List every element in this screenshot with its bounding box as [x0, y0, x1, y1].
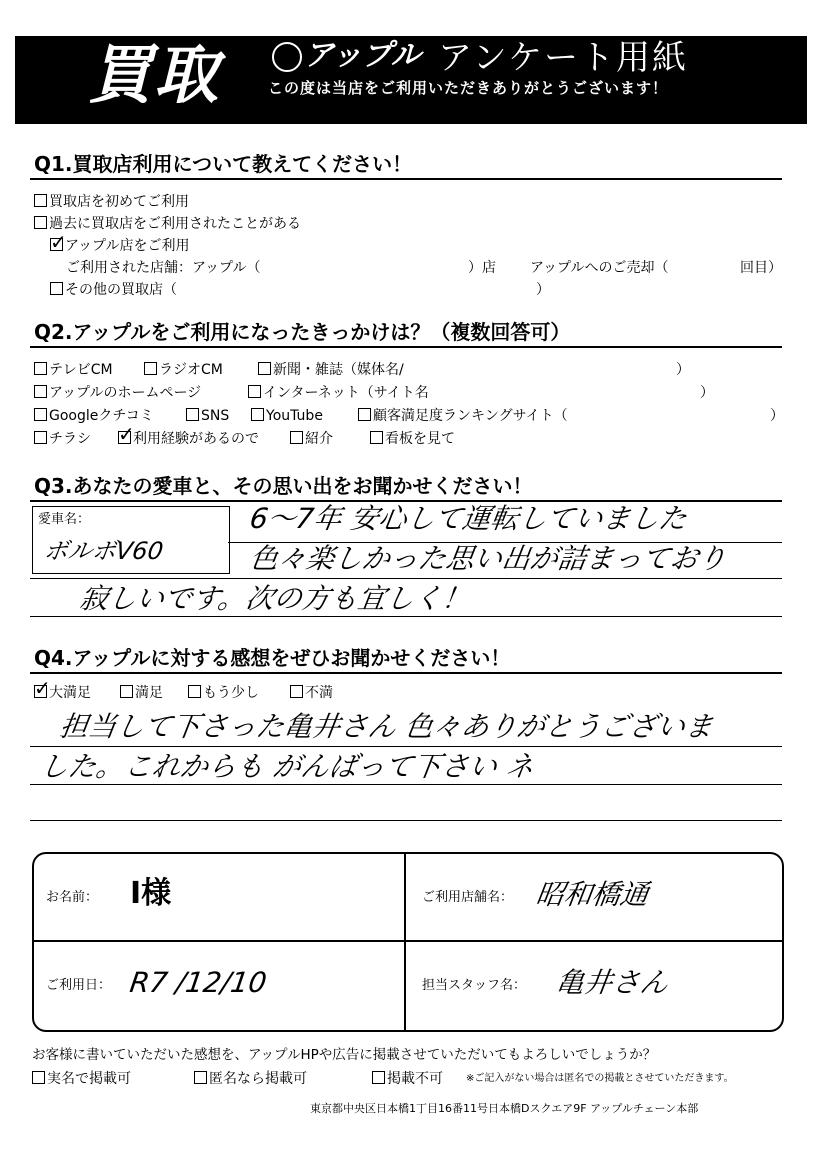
q3-handwriting-line3: 寂しいです。次の方も宜しく！	[77, 582, 473, 615]
q4-rule-2	[30, 784, 782, 785]
publish-option-real-name[interactable]	[32, 1070, 131, 1088]
option-label: 紹介	[305, 431, 333, 447]
option-label: 買取店を初めてご利用	[49, 194, 189, 210]
option-label: 掲載不可	[387, 1071, 443, 1087]
q1-divider	[30, 178, 782, 180]
document-title: アンケート用紙	[438, 38, 688, 78]
option-label: 看板を見て	[385, 431, 455, 447]
q2-option-internet[interactable]	[248, 384, 429, 402]
option-label: SNS	[201, 408, 230, 424]
publish-consent-question: お客様に書いていただいた感想を、アップルHPや広告に掲載させていただいてもよろしいでしょうか？	[32, 1047, 657, 1063]
option-label: YouTube	[266, 408, 323, 424]
option-label: アップル店をご利用	[65, 238, 190, 254]
car-name-label: 愛車名：	[38, 512, 91, 527]
q2-row2-close: ）	[700, 385, 714, 401]
option-label: テレビCM	[49, 362, 113, 378]
q1-option-other[interactable]	[50, 281, 177, 299]
option-label: チラシ	[49, 431, 91, 447]
checkbox-icon[interactable]	[144, 362, 157, 375]
checkbox-icon[interactable]	[370, 431, 383, 444]
checkbox-icon[interactable]	[358, 408, 371, 421]
q2-option-homepage[interactable]	[34, 384, 201, 402]
option-label: 匿名なら掲載可	[209, 1071, 307, 1087]
option-label: Googleクチコミ	[49, 408, 154, 424]
q2-option-radio[interactable]	[144, 361, 223, 379]
q1-sale-label: アップルへのご売却（	[530, 260, 669, 276]
checkbox-icon[interactable]	[251, 408, 264, 421]
brand-logo-icon	[272, 42, 302, 72]
q4-rule-1	[30, 746, 782, 747]
option-label: 大満足	[49, 685, 91, 701]
option-label: 不満	[305, 685, 333, 701]
q2-divider	[30, 346, 782, 348]
q4-option-somewhat[interactable]	[188, 684, 259, 702]
checkbox-icon[interactable]	[34, 362, 47, 375]
q1-option-first-time[interactable]	[34, 193, 189, 211]
q3-handwriting-line2: 色々楽しかった思い出が詰まっており	[247, 542, 729, 575]
q2-option-experience[interactable]	[118, 430, 259, 448]
q2-option-tv[interactable]	[34, 361, 113, 379]
option-label: アップルのホームページ	[49, 385, 202, 401]
check-mark-icon: ✓	[50, 230, 67, 254]
q2-row1-close: ）	[676, 362, 690, 378]
option-label: インターネット（サイト名	[263, 385, 429, 401]
publish-note: ※ご記入がない場合は匿名での掲載とさせていただきます。	[466, 1073, 734, 1084]
q1-store-suffix: ）店	[468, 260, 496, 276]
publish-option-anonymous[interactable]	[194, 1070, 307, 1088]
checkbox-icon[interactable]	[290, 431, 303, 444]
q4-handwriting-line1: 担当して下さった亀井さん 色々ありがとうございま	[57, 710, 716, 743]
checkbox-icon[interactable]	[248, 385, 261, 398]
checkbox-icon[interactable]	[34, 194, 47, 207]
q4-handwriting-line2: した。これからも がんばって下さい ネ	[37, 750, 537, 783]
option-label: 満足	[135, 685, 163, 701]
check-mark-icon: ✓	[118, 422, 135, 446]
car-name-value: ボルボV60	[42, 537, 165, 565]
checkbox-icon[interactable]	[188, 685, 201, 698]
q4-divider	[30, 672, 782, 674]
q2-option-referral[interactable]	[290, 430, 333, 448]
q1-store-label: ご利用された店舗：アップル（	[66, 260, 261, 276]
checkbox-icon[interactable]	[34, 408, 47, 421]
info-box-horizontal-divider	[32, 940, 784, 942]
q4-option-dissatisfied[interactable]	[290, 684, 333, 702]
q2-option-sns[interactable]	[186, 407, 229, 425]
q2-option-ranking[interactable]	[358, 407, 568, 425]
q2-title: Q2.アップルをご利用になったきっかけは？（複数回答可）	[34, 320, 571, 344]
checkbox-icon[interactable]	[120, 685, 133, 698]
q2-option-newspaper[interactable]	[258, 361, 404, 379]
company-address: 東京都中央区日本橋1丁目16番11号日本橋Dスクエア9F アップルチェーン本部	[310, 1102, 699, 1115]
checkbox-icon[interactable]	[34, 431, 47, 444]
q1-sale-suffix: 回目）	[740, 260, 782, 276]
checkbox-icon[interactable]	[258, 362, 271, 375]
staff-value: 亀井さん	[553, 966, 671, 999]
store-value: 昭和橋通	[533, 878, 651, 911]
q1-option-apple[interactable]	[50, 237, 189, 255]
checkbox-icon[interactable]	[290, 685, 303, 698]
q2-option-google[interactable]	[34, 407, 154, 425]
option-label: もう少し	[203, 685, 259, 701]
option-label: ラジオCM	[159, 362, 223, 378]
checkbox-icon[interactable]	[50, 282, 63, 295]
q1-title: Q1.買取店利用について教えてください！	[34, 152, 413, 176]
name-label: お名前：	[46, 890, 99, 905]
option-label: 新聞・雑誌（媒体名/	[273, 362, 404, 378]
document-subtitle: この度は当店をご利用いただきありがとうございます！	[268, 79, 669, 97]
option-label: 顧客満足度ランキングサイト（	[373, 408, 568, 424]
q1-other-close: ）	[536, 282, 550, 298]
check-mark-icon: ✓	[34, 676, 51, 700]
q4-rule-3	[30, 820, 782, 821]
option-label: 過去に買取店をご利用されたことがある	[49, 216, 301, 232]
staff-label: 担当スタッフ名：	[422, 978, 527, 993]
q2-option-flyer[interactable]	[34, 430, 91, 448]
q4-title: Q4.アップルに対する感想をぜひお聞かせください！	[34, 646, 511, 670]
q3-title: Q3.あなたの愛車と、その思い出をお聞かせください！	[34, 474, 533, 498]
q1-option-used-before[interactable]	[34, 215, 301, 233]
kaitori-logo: 買取	[88, 39, 220, 113]
q2-option-signboard[interactable]	[370, 430, 455, 448]
publish-option-no[interactable]	[372, 1070, 443, 1088]
q3-handwriting-line1: 6～7年 安心して運転していました	[247, 502, 689, 535]
name-value: I様	[130, 876, 172, 911]
q4-option-satisfied[interactable]	[120, 684, 163, 702]
q2-row3-close: ）	[770, 408, 784, 424]
date-label: ご利用日：	[46, 978, 112, 993]
store-label: ご利用店舗名：	[422, 890, 514, 905]
checkbox-icon[interactable]	[34, 216, 47, 229]
q2-option-youtube[interactable]	[251, 407, 323, 425]
q3-rule-2	[30, 578, 782, 579]
checkbox-icon[interactable]	[194, 1071, 207, 1084]
checkbox-icon[interactable]	[32, 1071, 45, 1084]
checkbox-icon[interactable]	[186, 408, 199, 421]
option-label: 利用経験があるので	[133, 431, 259, 447]
brand-name: アップル	[304, 38, 421, 73]
option-label: 実名で掲載可	[47, 1071, 131, 1087]
q3-rule-3	[30, 616, 782, 617]
date-value: R7 /12/10	[127, 966, 269, 999]
checkbox-icon[interactable]	[34, 385, 47, 398]
option-label: その他の買取店（	[65, 282, 177, 298]
checkbox-icon[interactable]	[372, 1071, 385, 1084]
